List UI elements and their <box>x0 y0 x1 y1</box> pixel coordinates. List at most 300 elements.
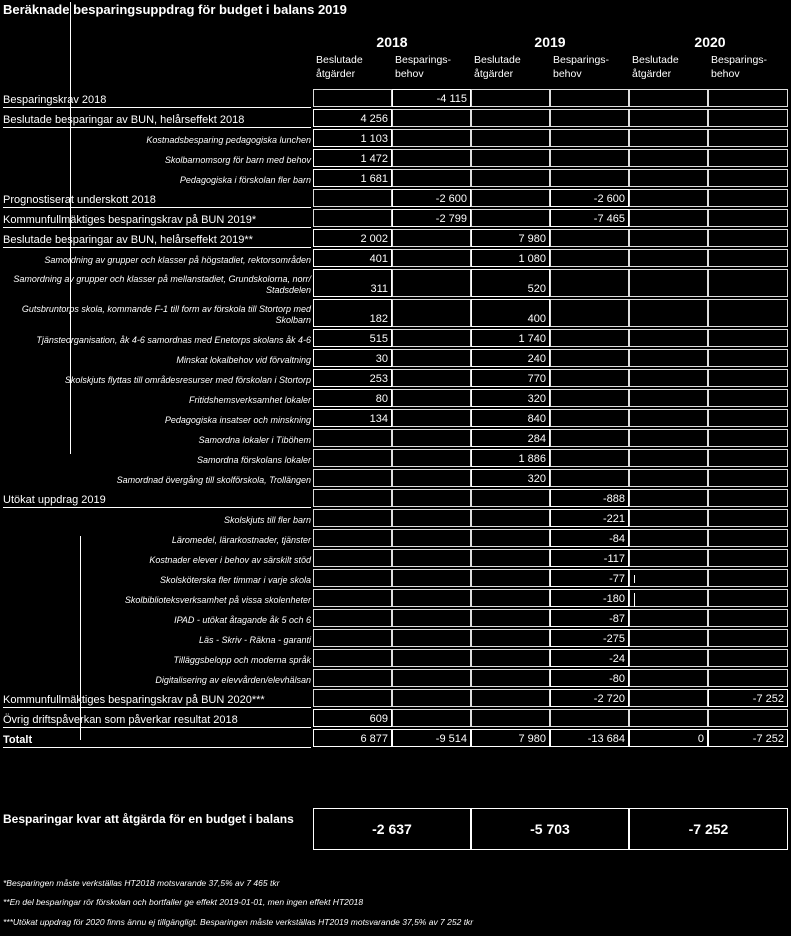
table-row <box>0 168 791 188</box>
table-cell <box>550 389 629 407</box>
table-cell <box>550 549 629 567</box>
column-header-line: Besparings- <box>553 54 610 66</box>
row-label: Läs - Skriv - Räkna - garanti <box>198 635 311 645</box>
table-cell <box>392 389 471 407</box>
table-cell <box>629 349 708 367</box>
table-cell <box>313 469 392 487</box>
table-cell <box>313 549 392 567</box>
table-row <box>0 468 791 488</box>
year-header-2018: 2018 <box>376 34 408 50</box>
table-cell <box>708 149 788 167</box>
table-cell <box>313 129 392 147</box>
table-cell <box>471 209 550 227</box>
table-cell <box>550 209 629 227</box>
footnote-2: **En del besparingar rör förskolan och bortfaller ge effekt 2019-01-01, men ingen effekt HT2018 <box>3 897 364 907</box>
column-header-beslutade <box>474 53 521 81</box>
table-cell <box>629 569 708 587</box>
cell-value: -7 465 <box>593 213 625 225</box>
cell-value: 401 <box>369 253 388 265</box>
table-cell <box>392 229 471 247</box>
year-header-2019: 2019 <box>534 34 566 50</box>
table-row <box>0 388 791 408</box>
table-cell <box>629 709 708 727</box>
table-cell <box>313 169 392 187</box>
table-cell <box>471 329 550 347</box>
row-label: Tilläggsbelopp och moderna språk <box>173 655 311 665</box>
cell-value: -117 <box>603 553 625 565</box>
row-label: Besparingskrav 2018 <box>3 94 107 106</box>
cell-value: -87 <box>609 613 625 625</box>
table-cell <box>629 229 708 247</box>
table-row <box>0 528 791 548</box>
row-label: Kommunfullmäktiges besparingskrav på BUN 2020*** <box>3 694 265 706</box>
table-cell <box>392 349 471 367</box>
table-cell <box>313 209 392 227</box>
cell-value: -9 514 <box>435 733 467 745</box>
table-cell <box>550 149 629 167</box>
cell-value: 7 980 <box>518 733 546 745</box>
table-cell <box>392 589 471 607</box>
table-cell <box>629 609 708 627</box>
cell-value: 320 <box>527 393 546 405</box>
table-cell <box>471 469 550 487</box>
table-cell <box>629 149 708 167</box>
cell-value: -2 720 <box>593 693 625 705</box>
table-cell <box>550 109 629 127</box>
column-header-line: Beslutade <box>632 54 679 66</box>
table-cell <box>550 349 629 367</box>
column-header-line: behov <box>711 68 740 80</box>
table-row <box>0 128 791 148</box>
table-cell <box>550 649 629 667</box>
table-cell <box>629 249 708 267</box>
table-cell <box>550 689 629 707</box>
column-header-line: Beslutade <box>316 54 363 66</box>
table-cell <box>471 269 550 297</box>
group-bracket <box>70 2 71 454</box>
table-cell <box>550 449 629 467</box>
table-cell <box>471 589 550 607</box>
table-cell <box>471 189 550 207</box>
table-cell <box>629 429 708 447</box>
table-cell <box>313 269 392 297</box>
table-row <box>0 608 791 628</box>
table-cell <box>392 489 471 507</box>
table-row <box>0 88 791 108</box>
table-cell <box>392 299 471 327</box>
table-cell <box>550 169 629 187</box>
table-cell <box>392 549 471 567</box>
table-cell <box>550 409 629 427</box>
row-label: Skolbiblioteksverksamhet på vissa skolenheter <box>124 595 311 605</box>
table-cell <box>313 729 392 747</box>
row-label: Pedagogiska i förskolan fler barn <box>179 175 311 185</box>
column-header-line: Besparings- <box>711 54 768 66</box>
table-cell <box>708 269 788 297</box>
table-cell <box>471 649 550 667</box>
table-row <box>0 298 791 328</box>
column-header-line: Beslutade <box>474 54 521 66</box>
table-cell <box>392 529 471 547</box>
table-cell <box>313 489 392 507</box>
table-cell <box>392 629 471 647</box>
cell-value: 515 <box>369 333 388 345</box>
table-cell <box>629 469 708 487</box>
table-cell <box>629 729 708 747</box>
table-row <box>0 448 791 468</box>
table-cell <box>708 709 788 727</box>
cell-value: 1 472 <box>360 153 388 165</box>
table-cell <box>629 209 708 227</box>
table-cell <box>550 229 629 247</box>
cell-value: 80 <box>375 393 388 405</box>
table-cell <box>392 189 471 207</box>
table-cell <box>313 709 392 727</box>
table-cell <box>708 449 788 467</box>
table-cell <box>550 709 629 727</box>
column-header-line: Besparings- <box>395 54 452 66</box>
table-cell <box>313 349 392 367</box>
cell-value: -80 <box>609 673 625 685</box>
table-row <box>0 188 791 208</box>
table-row <box>0 548 791 568</box>
cell-value: 770 <box>527 373 546 385</box>
table-cell <box>708 429 788 447</box>
table-cell <box>392 149 471 167</box>
table-cell <box>550 569 629 587</box>
table-cell <box>629 89 708 107</box>
row-label: Övrig driftspåverkan som påverkar resultat 2018 <box>3 714 238 726</box>
cell-value: 284 <box>527 433 546 445</box>
table-cell <box>471 549 550 567</box>
row-label: Minskat lokalbehov vid förvaltning <box>176 355 311 365</box>
table-cell <box>313 429 392 447</box>
table-cell <box>471 249 550 267</box>
cell-value: -7 252 <box>752 693 784 705</box>
table-cell <box>471 89 550 107</box>
row-label: Beslutade besparingar av BUN, helårseffekt 2019** <box>3 234 253 246</box>
table-row <box>0 428 791 448</box>
table-cell <box>550 729 629 747</box>
table-cell <box>471 489 550 507</box>
row-label: Skolskjuts till fler barn <box>223 515 311 525</box>
column-header-line: behov <box>395 68 424 80</box>
table-cell <box>392 449 471 467</box>
table-cell <box>471 609 550 627</box>
table-cell <box>708 129 788 147</box>
column-header-beslutade <box>316 53 363 81</box>
table-cell <box>629 449 708 467</box>
table-row <box>0 148 791 168</box>
final-label: Besparingar kvar att åtgärda för en budget i balans <box>3 812 294 826</box>
table-cell <box>708 489 788 507</box>
table-cell <box>550 249 629 267</box>
table-cell <box>708 249 788 267</box>
table-cell <box>708 299 788 327</box>
table-cell <box>708 549 788 567</box>
table-cell <box>392 249 471 267</box>
table-cell <box>629 409 708 427</box>
cell-value: -888 <box>602 493 625 505</box>
table-cell <box>313 109 392 127</box>
cell-value: 30 <box>375 353 388 365</box>
table-cell <box>629 329 708 347</box>
table-cell <box>708 409 788 427</box>
table-cell <box>313 569 392 587</box>
table-row <box>0 508 791 528</box>
table-cell <box>708 689 788 707</box>
table-cell <box>550 529 629 547</box>
table-cell <box>392 509 471 527</box>
table-cell <box>708 389 788 407</box>
column-header-behov <box>553 53 609 81</box>
table-cell <box>313 609 392 627</box>
table-cell <box>708 629 788 647</box>
table-cell <box>471 149 550 167</box>
table-cell <box>471 109 550 127</box>
table-cell <box>629 549 708 567</box>
table-cell <box>313 229 392 247</box>
table-row <box>0 648 791 668</box>
table-cell <box>313 249 392 267</box>
row-label: Samordning av grupper och klasser på mellanstadiet, Grundskolorna, norr/ Stadsdelen <box>13 274 311 295</box>
table-cell <box>550 609 629 627</box>
table-cell <box>471 369 550 387</box>
table-cell <box>629 529 708 547</box>
cell-value: 1 886 <box>518 453 546 465</box>
table-row <box>0 228 791 248</box>
cell-value: -221 <box>602 513 625 525</box>
row-label: Kostnadsbesparing pedagogiska lunchen <box>146 135 311 145</box>
table-row <box>0 488 791 508</box>
table-cell <box>313 329 392 347</box>
table-cell <box>392 129 471 147</box>
table-row <box>0 248 791 268</box>
table-cell <box>392 209 471 227</box>
table-cell <box>313 689 392 707</box>
table-row <box>0 628 791 648</box>
table-cell <box>708 369 788 387</box>
table-cell <box>708 649 788 667</box>
table-cell <box>708 569 788 587</box>
cell-value: 7 980 <box>518 233 546 245</box>
row-label: Samordna lokaler i Tiböhem <box>198 435 311 445</box>
table-cell <box>629 189 708 207</box>
row-label: Skolbarnomsorg för barn med behov <box>164 155 311 165</box>
table-cell <box>550 129 629 147</box>
table-cell <box>708 109 788 127</box>
cell-value: 400 <box>527 313 546 325</box>
table-cell <box>313 89 392 107</box>
table-cell <box>392 729 471 747</box>
table-row <box>0 708 791 728</box>
cell-value: 609 <box>369 713 388 725</box>
row-label: Samordnad övergång till skolförskola, Trollängen <box>116 475 311 485</box>
cell-value: -77 <box>609 573 625 585</box>
footnote-3: ***Utökat uppdrag för 2020 finns ännu ej tillgängligt. Besparingen måste verkställas HT2019 motsvarande 37,5% av 7 252 tkr <box>3 917 474 927</box>
table-cell <box>629 509 708 527</box>
table-cell <box>708 169 788 187</box>
row-label: Utökat uppdrag 2019 <box>3 494 106 506</box>
table-cell <box>550 369 629 387</box>
table-cell <box>313 389 392 407</box>
table-cell <box>708 89 788 107</box>
table-cell <box>471 229 550 247</box>
column-header-line: åtgärder <box>316 68 356 80</box>
cell-value: 1 103 <box>360 133 388 145</box>
column-header-line: behov <box>553 68 582 80</box>
table-row <box>0 268 791 298</box>
column-header-line: åtgärder <box>474 68 514 80</box>
table-cell <box>708 609 788 627</box>
table-cell <box>708 209 788 227</box>
table-cell <box>313 649 392 667</box>
table-cell <box>550 269 629 297</box>
table-cell <box>550 189 629 207</box>
cell-value: 6 877 <box>360 733 388 745</box>
row-label: Kostnader elever i behov av särskilt stöd <box>149 555 311 565</box>
table-cell <box>708 189 788 207</box>
row-label: Digitalisering av elevvården/elevhälsan <box>155 675 311 685</box>
column-header-line: åtgärder <box>632 68 672 80</box>
table-cell <box>550 429 629 447</box>
table-cell <box>313 529 392 547</box>
table-cell <box>550 629 629 647</box>
table-cell <box>392 369 471 387</box>
table-cell <box>313 369 392 387</box>
table-cell <box>313 669 392 687</box>
table-cell <box>471 449 550 467</box>
row-label: Gutsbruntorps skola, kommande F-1 till form av förskola till Stortorp med Skolbarn <box>21 304 311 325</box>
table-cell <box>471 389 550 407</box>
row-label: Kommunfullmäktiges besparingskrav på BUN 2019* <box>3 214 257 226</box>
row-label: Samordna förskolans lokaler <box>196 455 311 465</box>
cell-value: -24 <box>609 653 625 665</box>
table-row <box>0 668 791 688</box>
cell-value: -84 <box>609 533 625 545</box>
table-cell <box>708 349 788 367</box>
table-cell <box>392 569 471 587</box>
cell-value: 253 <box>369 373 388 385</box>
table-cell <box>629 269 708 297</box>
table-cell <box>629 649 708 667</box>
row-label: Fritidshemsverksamhet lokaler <box>188 395 311 405</box>
cell-value: -4 115 <box>436 93 467 105</box>
table-cell <box>392 689 471 707</box>
table-cell <box>629 389 708 407</box>
row-label: Samordning av grupper och klasser på högstadiet, rektorsområden <box>44 255 311 265</box>
table-cell <box>629 369 708 387</box>
table-cell <box>708 229 788 247</box>
table-cell <box>392 269 471 297</box>
row-label: Skolsköterska fler timmar i varje skola <box>159 575 311 585</box>
cell-value: 2 002 <box>360 233 388 245</box>
table-cell <box>550 589 629 607</box>
table-cell <box>392 669 471 687</box>
cell-value: 840 <box>527 413 546 425</box>
page-title: Beräknade besparingsuppdrag för budget i balans 2019 <box>3 2 347 17</box>
table-cell <box>471 169 550 187</box>
table-cell <box>392 469 471 487</box>
cell-value: -2 600 <box>435 193 467 205</box>
table-cell <box>392 429 471 447</box>
table-cell <box>313 299 392 327</box>
table-cell <box>471 709 550 727</box>
table-cell <box>471 129 550 147</box>
row-label: Läromedel, lärarkostnader, tjänster <box>171 535 311 545</box>
table-cell <box>313 449 392 467</box>
table-cell <box>629 589 708 607</box>
table-cell <box>629 299 708 327</box>
table-row <box>0 688 791 708</box>
table-cell <box>471 509 550 527</box>
cell-value: -275 <box>602 633 625 645</box>
table-row <box>0 348 791 368</box>
table-cell <box>471 629 550 647</box>
table-cell <box>708 469 788 487</box>
table-cell <box>471 689 550 707</box>
table-cell <box>313 589 392 607</box>
cell-value: -2 600 <box>593 193 625 205</box>
table-cell <box>550 89 629 107</box>
table-cell <box>550 489 629 507</box>
row-divider <box>3 747 311 748</box>
cell-value: 1 681 <box>360 173 388 185</box>
table-cell <box>550 509 629 527</box>
table-cell <box>629 109 708 127</box>
footnote-1: *Besparingen måste verkställas HT2018 motsvarande 37,5% av 7 465 tkr <box>3 878 280 888</box>
cell-value: 1 740 <box>518 333 546 345</box>
table-cell <box>313 409 392 427</box>
row-label: IPAD - utökat åtagande åk 5 och 6 <box>174 615 311 625</box>
column-header-behov <box>711 53 767 81</box>
table-cell <box>629 169 708 187</box>
cell-value: 0 <box>697 733 704 745</box>
table-cell <box>708 669 788 687</box>
table-cell <box>550 329 629 347</box>
row-label: Skolskjuts flyttas till områdesresurser med förskolan i Stortorp <box>64 375 311 385</box>
cell-value: -7 252 <box>752 733 784 745</box>
table-cell <box>313 629 392 647</box>
row-label: Tjänsteorganisation, åk 4-6 samordnas med Enetorps skolans åk 4-6 <box>36 335 311 345</box>
table-cell <box>471 529 550 547</box>
table-cell <box>550 669 629 687</box>
table-row <box>0 208 791 228</box>
table-cell <box>471 429 550 447</box>
cell-value: 311 <box>370 283 388 295</box>
table-cell <box>708 589 788 607</box>
table-cell <box>708 329 788 347</box>
table-cell <box>471 349 550 367</box>
cell-value: -13 684 <box>587 733 625 745</box>
table-cell <box>392 169 471 187</box>
table-cell <box>471 409 550 427</box>
final-value-2020: -7 252 <box>629 808 788 850</box>
row-label: Totalt <box>3 734 33 746</box>
cell-value: 182 <box>369 313 388 325</box>
table-cell <box>392 609 471 627</box>
table-cell <box>313 189 392 207</box>
table-row <box>0 588 791 608</box>
row-label: Prognostiserat underskott 2018 <box>3 194 156 206</box>
table-row <box>0 328 791 348</box>
column-header-behov <box>395 53 451 81</box>
cell-value: 134 <box>369 413 388 425</box>
table-row <box>0 568 791 588</box>
cell-value: 320 <box>527 473 546 485</box>
table-row <box>0 108 791 128</box>
final-row <box>0 806 791 852</box>
